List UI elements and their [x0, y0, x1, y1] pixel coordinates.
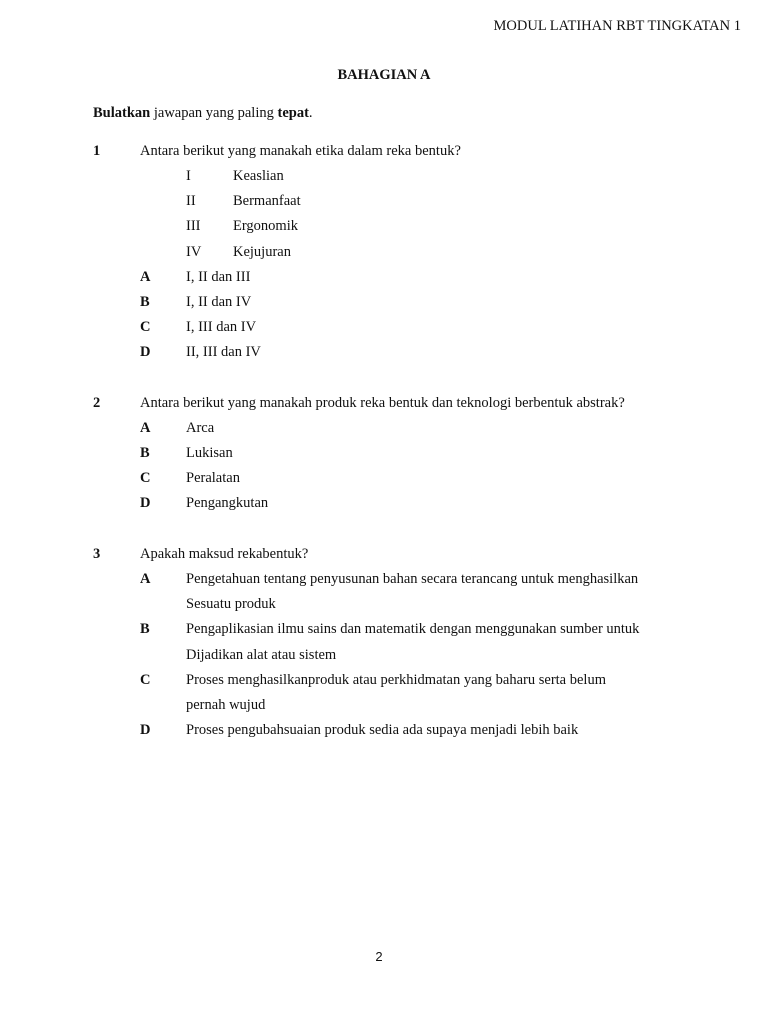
instruction-text: . [308, 105, 313, 121]
option-letter[interactable]: B [140, 445, 150, 461]
option-text: I, III dan IV [186, 319, 257, 335]
question-text: Antara berikut yang manakah produk reka bentuk dan teknologi berbentuk abstrak? [140, 395, 625, 411]
option-letter[interactable]: C [140, 672, 151, 688]
question-text: Apakah maksud rekabentuk? [140, 546, 309, 562]
instruction-text: jawapan yang paling [150, 105, 278, 121]
option-letter[interactable]: D [140, 344, 151, 360]
option-text: Pengetahuan tentang penyusunan bahan secara terancang untuk menghasilkan [186, 571, 639, 587]
option-text: Peralatan [186, 470, 240, 486]
option-letter[interactable]: B [140, 294, 150, 310]
option-letter[interactable]: D [140, 722, 151, 738]
statement-text: Keaslian [233, 168, 284, 184]
option-letter[interactable]: B [140, 621, 150, 637]
question-number: 3 [93, 546, 101, 562]
option-text-continued: Dijadikan alat atau sistem [186, 647, 337, 663]
option-text: Lukisan [186, 445, 233, 461]
question-text: Antara berikut yang manakah etika dalam reka bentuk? [140, 143, 461, 159]
option-text: Arca [186, 420, 215, 436]
option-text: Proses pengubahsuaian produk sedia ada supaya menjadi lebih baik [186, 722, 579, 738]
instruction-emphasis: tepat [277, 105, 309, 121]
option-letter[interactable]: C [140, 470, 151, 486]
statement-text: Bermanfaat [233, 193, 301, 209]
option-text-continued: Sesuatu produk [186, 596, 276, 612]
option-text: I, II dan III [186, 269, 251, 285]
instruction-emphasis: Bulatkan [93, 105, 151, 121]
statement-text: Kejujuran [233, 244, 291, 260]
option-letter[interactable]: C [140, 319, 151, 335]
option-text: I, II dan IV [186, 294, 252, 310]
statement-numeral: III [186, 218, 201, 234]
option-text-continued: pernah wujud [186, 697, 266, 713]
statement-numeral: II [186, 193, 196, 209]
question-number: 1 [93, 143, 101, 159]
option-letter[interactable]: A [140, 420, 151, 436]
running-header: MODUL LATIHAN RBT TINGKATAN 1 [493, 18, 741, 34]
section-title: BAHAGIAN A [337, 67, 431, 83]
instruction [93, 106, 313, 121]
statement-numeral: I [186, 168, 191, 184]
option-text: Proses menghasilkanproduk atau perkhidmatan yang baharu serta belum [186, 672, 606, 688]
option-letter[interactable]: A [140, 269, 151, 285]
statement-text: Ergonomik [233, 218, 298, 234]
option-text: II, III dan IV [186, 344, 261, 360]
option-letter[interactable]: D [140, 495, 151, 511]
statement-numeral: IV [186, 244, 202, 260]
page-number: 2 [375, 949, 383, 964]
option-text: Pengaplikasian ilmu sains dan matematik dengan menggunakan sumber untuk [186, 621, 640, 637]
option-text: Pengangkutan [186, 495, 269, 511]
question-number: 2 [93, 395, 101, 411]
option-letter[interactable]: A [140, 571, 151, 587]
